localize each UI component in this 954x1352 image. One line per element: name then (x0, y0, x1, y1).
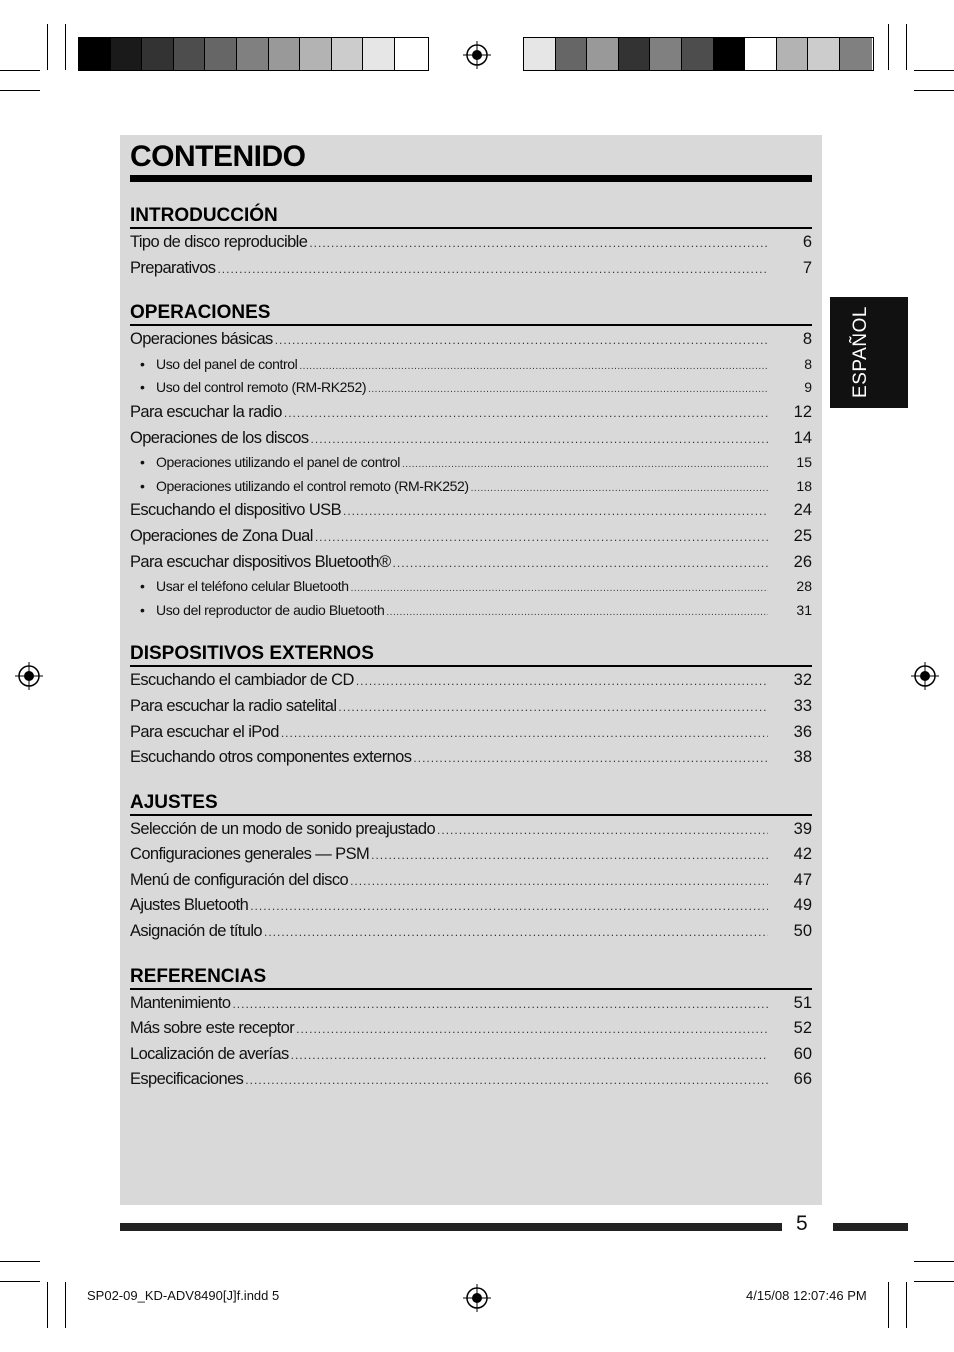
dot-leader (311, 432, 768, 446)
dot-leader (393, 556, 768, 570)
registration-mark-icon (15, 662, 43, 690)
dot-leader (299, 361, 768, 372)
toc-page-number: 51 (793, 993, 812, 1012)
toc-page-number: 60 (793, 1044, 812, 1063)
dot-leader (245, 1073, 768, 1087)
toc-section (130, 790, 812, 948)
toc-entry[interactable] (130, 994, 812, 1020)
dot-leader (351, 583, 768, 594)
toc-entry[interactable] (130, 233, 812, 259)
dot-leader (343, 504, 768, 518)
toc-subentry[interactable] (130, 454, 812, 478)
toc-entry[interactable] (130, 1019, 812, 1045)
toc-entry[interactable] (130, 871, 812, 897)
toc-entry[interactable] (130, 820, 812, 846)
toc-entry[interactable] (130, 723, 812, 749)
calibration-swatch (840, 38, 872, 70)
dot-leader (291, 1048, 768, 1062)
dot-leader (371, 848, 768, 862)
toc-page-number: 52 (793, 1019, 812, 1038)
dot-leader (413, 751, 768, 765)
toc-entry-label: Para escuchar la radio satelital (130, 696, 337, 715)
crop-mark (65, 1282, 66, 1328)
toc-entry[interactable] (130, 429, 812, 455)
calibration-swatch (524, 38, 556, 70)
dot-leader (338, 700, 768, 714)
toc-entry[interactable] (130, 1070, 812, 1096)
section-heading: INTRODUCCIÓN (130, 203, 812, 229)
toc-section (130, 964, 812, 1096)
toc-page-number: 66 (793, 1070, 812, 1089)
toc-entry-label: Para escuchar el iPod (130, 722, 279, 741)
toc-entry-label: Para escuchar dispositivos Bluetooth® (130, 552, 391, 571)
toc-section (130, 641, 812, 773)
calibration-swatch (269, 38, 301, 70)
toc-section (130, 203, 812, 284)
dot-leader (315, 530, 768, 544)
toc-entry[interactable] (130, 896, 812, 922)
footer-bar-right (833, 1223, 908, 1231)
toc-entry-label: Selección de un modo de sonido preajustado (130, 819, 436, 838)
dot-leader (264, 925, 768, 939)
toc-entry-label: • Uso del panel de control (130, 356, 297, 372)
crop-mark (47, 1282, 48, 1328)
calibration-swatch (556, 38, 588, 70)
section-heading: DISPOSITIVOS EXTERNOS (130, 641, 812, 667)
toc-page-number: 31 (796, 601, 812, 618)
calibration-swatch (619, 38, 651, 70)
toc-entry-label: Escuchando el cambiador de CD (130, 671, 354, 690)
crop-mark (914, 90, 954, 91)
calibration-swatch (142, 38, 174, 70)
dot-leader (368, 384, 768, 395)
toc-entry[interactable] (130, 671, 812, 697)
calibration-swatch (777, 38, 809, 70)
toc-page-number: 7 (802, 258, 812, 277)
toc-entry-label: Operaciones básicas (130, 330, 273, 349)
crop-mark (906, 24, 907, 70)
toc-page-number: 26 (793, 552, 812, 571)
toc-entry-label: • Operaciones utilizando el control remoto (RM-RK252) (130, 478, 469, 494)
toc-subentry[interactable] (130, 578, 812, 602)
dot-leader (386, 607, 768, 618)
calibration-swatch (79, 38, 111, 70)
toc-page-number: 24 (793, 501, 812, 520)
toc-page-number: 42 (793, 845, 812, 864)
toc-page-number: 28 (796, 578, 812, 595)
toc-page-number: 12 (793, 402, 812, 421)
page-title: CONTENIDO (130, 140, 306, 173)
calibration-swatch (174, 38, 206, 70)
toc-entry[interactable] (130, 748, 812, 774)
toc-page-number: 50 (793, 922, 812, 941)
toc-section (130, 300, 812, 625)
toc-entry[interactable] (130, 553, 812, 579)
crop-mark (0, 1261, 40, 1262)
table-of-contents (130, 203, 812, 1112)
toc-page-number: 8 (802, 330, 812, 349)
toc-entry-label: Mantenimiento (130, 993, 231, 1012)
toc-page-number: 39 (793, 819, 812, 838)
toc-entry[interactable] (130, 527, 812, 553)
toc-page-number: 36 (793, 722, 812, 741)
toc-entry[interactable] (130, 403, 812, 429)
toc-subentry[interactable] (130, 379, 812, 403)
dot-leader (471, 483, 768, 494)
crop-mark (906, 1282, 907, 1328)
dot-leader (309, 236, 768, 250)
section-heading: AJUSTES (130, 790, 812, 816)
toc-entry[interactable] (130, 922, 812, 948)
toc-page-number: 38 (793, 748, 812, 767)
toc-entry-label: Tipo de disco reproducible (130, 233, 308, 251)
crop-mark (0, 90, 40, 91)
crop-mark (888, 24, 889, 70)
crop-mark (65, 24, 66, 70)
crop-mark (47, 24, 48, 70)
toc-page-number: 33 (793, 696, 812, 715)
dot-leader (232, 997, 768, 1011)
dot-leader (296, 1022, 768, 1036)
toc-page-number: 18 (796, 477, 812, 494)
registration-mark-icon (463, 1284, 491, 1312)
crop-mark (914, 70, 954, 71)
calibration-swatch (714, 38, 746, 70)
toc-page-number: 8 (804, 355, 812, 372)
toc-entry[interactable] (130, 697, 812, 723)
toc-entry-label: Preparativos (130, 258, 216, 277)
toc-page-number: 32 (793, 671, 812, 690)
toc-entry[interactable] (130, 845, 812, 871)
calibration-swatch (808, 38, 840, 70)
toc-entry-label: Operaciones de los discos (130, 428, 309, 447)
toc-entry-label: Más sobre este receptor (130, 1019, 295, 1038)
toc-page-number: 47 (793, 870, 812, 889)
toc-entry-label: Ajustes Bluetooth (130, 896, 249, 915)
dot-leader (281, 726, 768, 740)
toc-entry-label: Escuchando el dispositivo USB (130, 501, 341, 520)
toc-entry-label: Configuraciones generales — PSM (130, 845, 370, 864)
calibration-bar-left (78, 37, 429, 71)
registration-mark-icon (911, 662, 939, 690)
toc-subentry[interactable] (130, 356, 812, 380)
toc-page-number: 25 (793, 526, 812, 545)
toc-entry-label: Localización de averías (130, 1044, 289, 1063)
toc-page-number: 9 (804, 379, 812, 396)
calibration-swatch (650, 38, 682, 70)
dot-leader (402, 459, 768, 470)
calibration-swatch (237, 38, 269, 70)
slug-filename: SP02-09_KD-ADV8490[J]f.indd 5 (87, 1288, 280, 1303)
toc-subentry[interactable] (130, 478, 812, 502)
toc-entry-label: Para escuchar la radio (130, 402, 282, 421)
calibration-swatch (205, 38, 237, 70)
crop-mark (0, 1281, 40, 1282)
language-tab-label: ESPAÑOL (850, 306, 871, 398)
toc-entry-label: • Operaciones utilizando el panel de control (130, 454, 400, 470)
dot-leader (437, 823, 768, 837)
calibration-bar-right (523, 37, 874, 71)
footer-bar-left (120, 1223, 782, 1231)
toc-entry-label: • Uso del reproductor de audio Bluetooth (130, 602, 384, 618)
page-number: 5 (796, 1212, 808, 1235)
calibration-swatch (111, 38, 143, 70)
calibration-swatch (363, 38, 395, 70)
toc-entry-label: • Uso del control remoto (RM-RK252) (130, 379, 366, 395)
dot-leader (284, 406, 768, 420)
dot-leader (275, 333, 768, 347)
calibration-swatch (332, 38, 364, 70)
toc-page-number: 14 (793, 428, 812, 447)
toc-entry[interactable] (130, 259, 812, 285)
calibration-swatch (587, 38, 619, 70)
toc-entry-label: Asignación de título (130, 922, 263, 941)
toc-entry-label: • Usar el teléfono celular Bluetooth (130, 578, 349, 594)
crop-mark (914, 1261, 954, 1262)
toc-entry-label: Escuchando otros componentes externos (130, 748, 412, 767)
crop-mark (914, 1281, 954, 1282)
dot-leader (250, 899, 768, 913)
registration-mark-icon (463, 41, 491, 69)
crop-mark (888, 1282, 889, 1328)
toc-entry[interactable] (130, 501, 812, 527)
toc-entry-label: Menú de configuración del disco (130, 870, 349, 889)
calibration-swatch (395, 38, 427, 70)
crop-mark (0, 70, 40, 71)
section-heading: REFERENCIAS (130, 964, 812, 990)
title-rule (130, 175, 812, 182)
toc-page-number: 15 (796, 454, 812, 471)
toc-entry[interactable] (130, 330, 812, 356)
toc-page-number: 6 (802, 233, 812, 251)
dot-leader (217, 262, 768, 276)
calibration-swatch (300, 38, 332, 70)
dot-leader (356, 674, 768, 688)
toc-entry[interactable] (130, 1045, 812, 1071)
section-heading: OPERACIONES (130, 300, 812, 326)
slug-datetime: 4/15/08 12:07:46 PM (746, 1288, 867, 1303)
toc-entry-label: Especificaciones (130, 1070, 244, 1089)
dot-leader (350, 874, 768, 888)
toc-subentry[interactable] (130, 602, 812, 626)
calibration-swatch (745, 38, 777, 70)
calibration-swatch (682, 38, 714, 70)
toc-page-number: 49 (793, 896, 812, 915)
toc-entry-label: Operaciones de Zona Dual (130, 526, 313, 545)
